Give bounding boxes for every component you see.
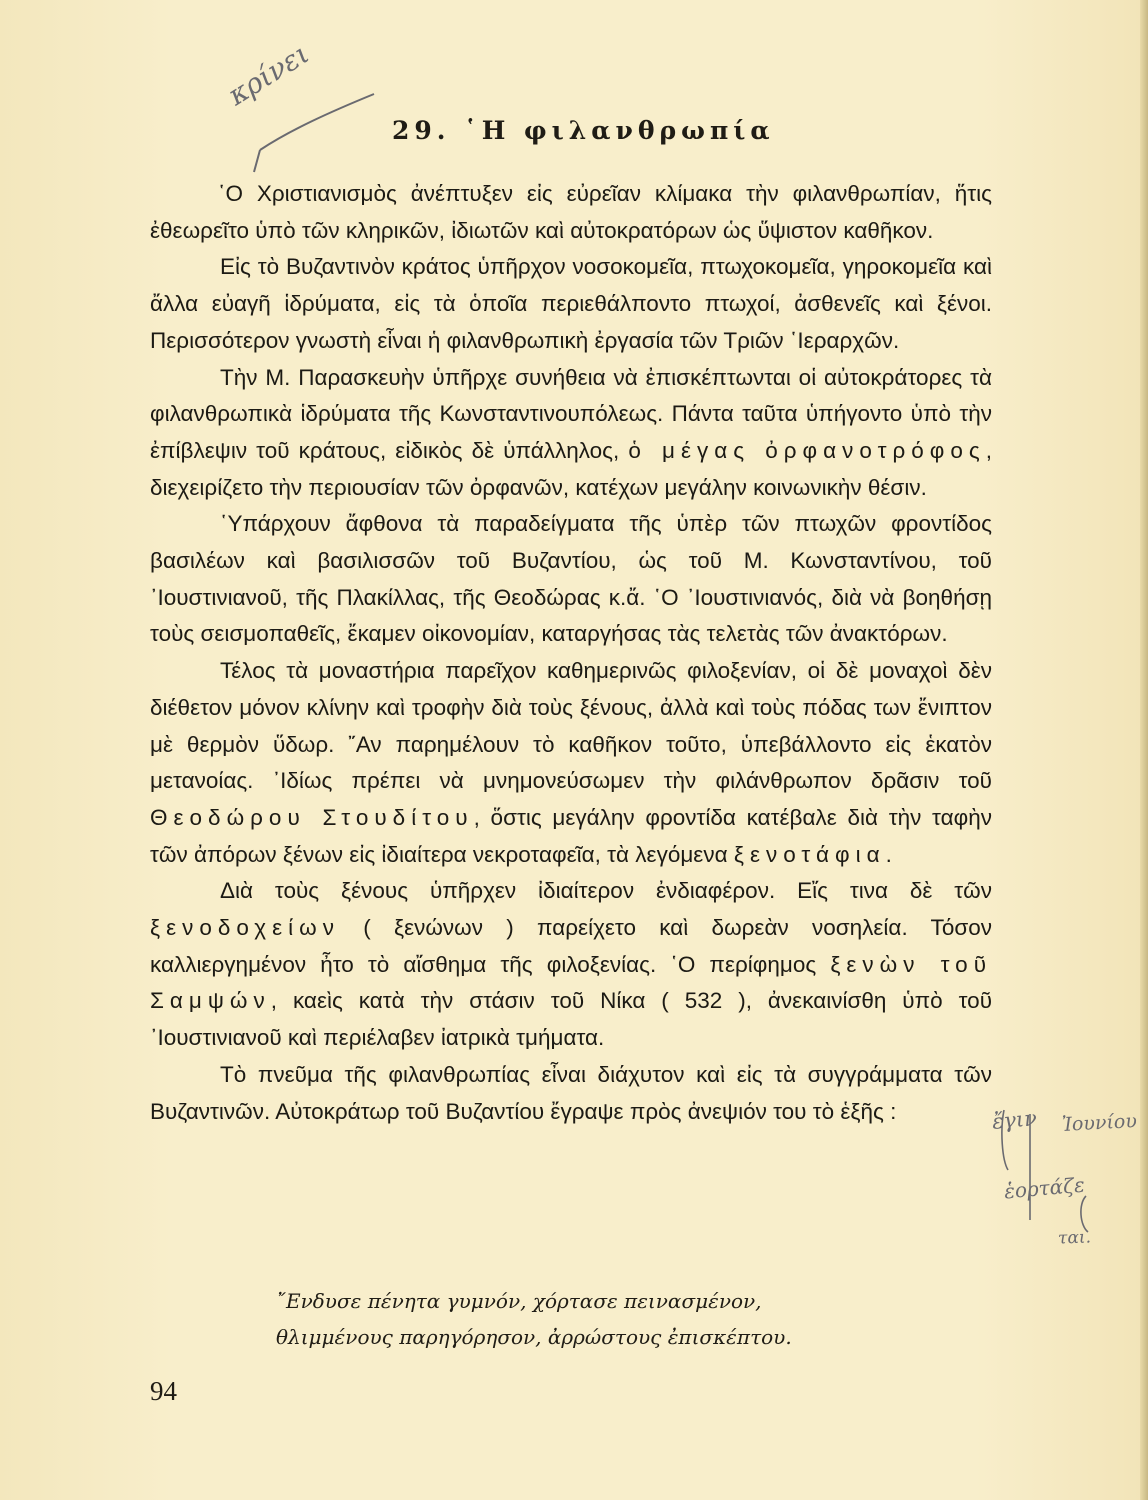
emphasis-xenodocheia: ξενοδοχείων bbox=[150, 915, 340, 941]
emphasis-orphanotrophos: ὁ μέγας ὀρφανοτρόφος bbox=[628, 437, 986, 463]
handwritten-margin-note-1: ἔγιν bbox=[991, 1106, 1038, 1134]
paragraph-5-text-c: . bbox=[885, 841, 892, 867]
paragraph-2: Εἰς τὸ Βυζαντινὸν κράτος ὑπῆρχον νοσοκομεῖα, πτωχοκομεῖα, γηροκομεῖα καὶ ἄλλα εὐαγῆ ἱδρύματα, εἰς τὰ ὁποῖα περιεθάλποντο πτωχοί, ἀσθενεῖς καὶ ξένοι. Περισσότερον γνωστὴ εἶναι ἡ φιλανθρωπικὴ ἐργασία τῶν Τριῶν ῾Ιεραρχῶν. bbox=[150, 254, 992, 353]
emphasis-xenon-sampson: ξενὼν τοῦ Σαμψών bbox=[150, 951, 992, 1014]
paragraph-3-text-b: , διεχειρίζετο τὴν περιουσίαν τῶν ὀρφανῶν, κατέχων μεγάλην κοινωνικὴν θέσιν. bbox=[150, 437, 992, 500]
handwritten-note-top: κρίνει bbox=[222, 36, 315, 112]
page-number: 94 bbox=[150, 1376, 177, 1406]
paragraph-6-text-c: , καεὶς κατὰ τὴν στάσιν τοῦ Νίκα ( 532 ), ἀνεκαινίσθη ὑπὸ τοῦ ᾿Ιουστινιανοῦ καὶ περιέλαβεν ἰατρικὰ τμήματα. bbox=[150, 988, 992, 1051]
handwritten-margin-note-2: Ἰουνίου bbox=[1061, 1110, 1138, 1136]
handwritten-margin-note-4: ται. bbox=[1057, 1227, 1092, 1249]
verse-line-2: θλιμμένους παρηγόρησον, ἀρρώστους ἐπισκέπτου. bbox=[276, 1325, 792, 1349]
paragraph-6-text-a: Διὰ τοὺς ξένους ὑπῆρχεν ἰδιαίτερον ἐνδιαφέρον. Εἴς τινα δὲ τῶν bbox=[220, 878, 992, 904]
paragraph-5-text-b: , ὅστις μεγάλην φροντίδα κατέβαλε διὰ τὴν ταφὴν τῶν ἀπόρων ξένων εἰς ἰδιαίτερα νεκροταφεῖα, τὰ λεγόμενα bbox=[150, 804, 992, 867]
paragraph-3 bbox=[150, 360, 992, 507]
emphasis-xenotaphia: ξενοτάφια bbox=[733, 841, 886, 867]
paragraph-5-text-a: Τέλος τὰ μοναστήρια παρεῖχον καθημερινῶς φιλοξενίαν, οἱ δὲ μοναχοὶ δὲν διέθετον μόνον κλίνην καὶ τροφὴν διὰ τοὺς ξένους, ἀλλὰ καὶ τοὺς πόδας των ἔνιπτον μὲ θερμὸν ὕδωρ. ῎Αν παρημέλουν τὸ καθῆκον τοῦτο, ὑπεβάλλοντο εἰς ἑκατὸν μετανοίας. ᾿Ιδίως πρέπει νὰ μνημονεύσωμεν τὴν φιλάνθρωπον δρᾶσιν τοῦ bbox=[150, 658, 992, 794]
chapter-title: 29. ῾Η φιλανθρωπία bbox=[392, 116, 775, 145]
body-text bbox=[150, 176, 992, 1130]
paragraph-6-text-b: ( ξενώνων ) παρείχετο καὶ δωρεὰν νοσηλεία. Τόσον καλλιεργημένον ἦτο τὸ αἴσθημα τῆς φιλοξενίας. ῾Ο περίφημος bbox=[150, 915, 992, 977]
verse-line-1: ῎Ενδυσε πένητα γυμνόν, χόρτασε πεινασμένον, bbox=[276, 1289, 762, 1313]
quoted-verse bbox=[276, 1283, 792, 1355]
paragraph-6 bbox=[150, 873, 992, 1057]
paragraph-3-text-a: Τὴν Μ. Παρασκευὴν ὑπῆρχε συνήθεια νὰ ἐπισκέπτωνται οἱ αὐτοκράτορες τὰ φιλανθρωπικὰ ἱδρύματα τῆς Κωνσταντινουπόλεως. Πάντα ταῦτα ὑπήγοντο ὑπὸ τὴν ἐπίβλεψιν τοῦ κράτους, εἰδικὸς δὲ ὑπάλληλος, bbox=[150, 364, 992, 463]
paragraph-7: Τὸ πνεῦμα τῆς φιλανθρωπίας εἶναι διάχυτον καὶ εἰς τὰ συγγράμματα τῶν Βυζαντινῶν. Αὐτοκράτωρ τοῦ Βυζαντίου ἔγραψε πρὸς ἀνεψιόν του τὸ ἑξῆς : bbox=[150, 1061, 992, 1124]
paragraph-4: ῾Υπάρχουν ἄφθονα τὰ παραδείγματα τῆς ὑπὲρ τῶν πτωχῶν φροντίδος βασιλέων καὶ βασιλισσῶν τοῦ Βυζαντίου, ὡς τοῦ Μ. Κωνσταντίνου, τοῦ ᾿Ιουστινιανοῦ, τῆς Πλακίλλας, τῆς Θεοδώρας κ.ἄ. ῾Ο ᾿Ιουστινιανός, διὰ νὰ βοηθήσῃ τοὺς σεισμοπαθεῖς, ἔκαμεν οἰκονομίαν, καταργήσας τὰς τελετὰς τῶν ἀνακτόρων. bbox=[150, 511, 992, 647]
page-edge bbox=[1140, 0, 1148, 1500]
paragraph-1: ῾Ο Χριστιανισμὸς ἀνέπτυξεν εἰς εὐρεῖαν κλίμακα τὴν φιλανθρωπίαν, ἥτις ἐθεωρεῖτο ὑπὸ τῶν κληρικῶν, ἰδιωτῶν καὶ αὐτοκρατόρων ὡς ὕψιστον καθῆκον. bbox=[150, 181, 992, 243]
handwritten-tick-mark bbox=[240, 90, 380, 180]
emphasis-theodoros-studites: Θεοδώρου Στουδίτου bbox=[150, 804, 474, 830]
paragraph-5 bbox=[150, 653, 992, 873]
handwritten-margin-note-3: ἑορτάζε bbox=[1003, 1172, 1086, 1204]
